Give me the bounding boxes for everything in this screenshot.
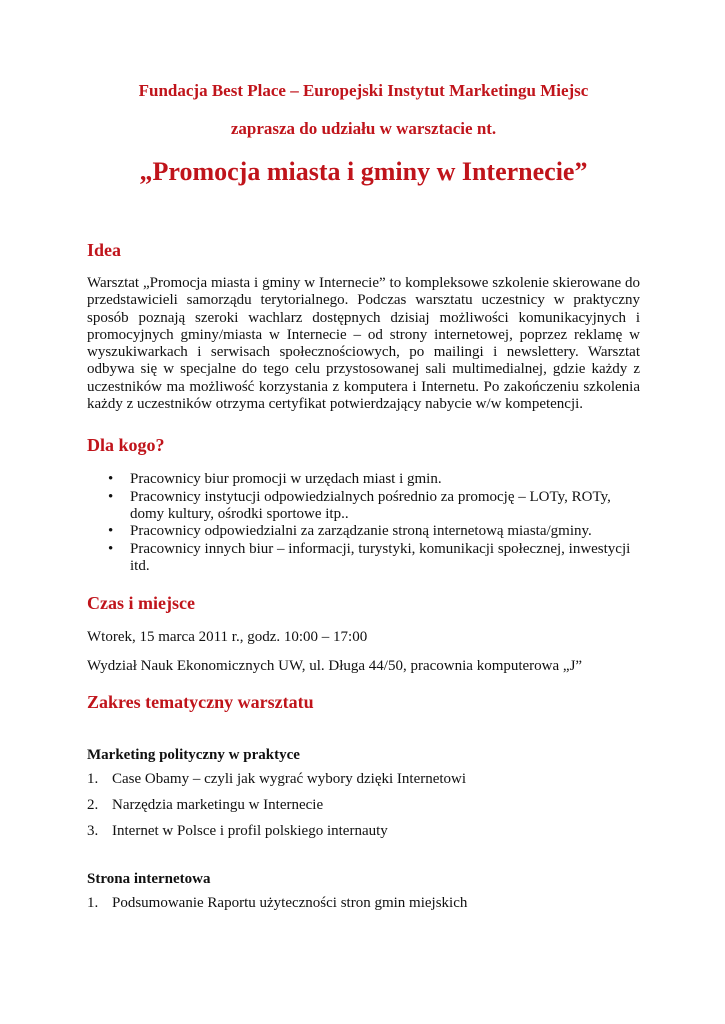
list-item-text: Pracownicy instytucji odpowiedzialnych pośrednio za promocję – LOTy, ROTy, domy kultury, ośrodki sportowe itp..: [130, 488, 611, 522]
list-item: [87, 523, 640, 540]
list-item-text: Pracownicy biur promocji w urzędach miast i gmin.: [130, 471, 442, 488]
list-item-text: Pracownicy innych biur – informacji, turystyki, komunikacji społecznej, inwestycji itd.: [130, 540, 631, 574]
idea-heading: Idea: [87, 240, 122, 260]
list-item-text: Podsumowanie Raportu użyteczności stron gmin miejskich: [112, 894, 468, 911]
organizer-line: Fundacja Best Place – Europejski Instytut Marketingu Miejsc: [138, 81, 589, 100]
item-number: 2.: [87, 796, 99, 813]
scope-heading: Zakres tematyczny warsztatu: [87, 691, 314, 712]
idea-paragraph: Warsztat „Promocja miasta i gminy w Internecie” to kompleksowe szkolenie skierowane do przedstawicieli samorządu terytorialnego. Podczas warsztatu uczestnicy w praktyczny sposób poznają szeroki wachlarz dostępnych dzisiaj możliwości komunikacyjnych i promocyjnych gminy/miasta w Internecie – od strony internetowej, poprzez reklamę w wyszukiwarkach i serwisach społecznościowych, po mailingi i newslettery. Warsztat odbywa się w specjalne do tego celu przystosowanej sali multimedialnej, gdzie każdy z uczestników ma możliwość korzystania z komputera i Internetu. Po zakończeniu szkolenia każdy z uczestników otrzyma certyfikat potwierdzający nabycie w/w kompetencji.: [87, 275, 640, 413]
event-date: Wtorek, 15 marca 2011 r., godz. 10:00 – 17:00: [87, 629, 368, 646]
item-number: 3.: [87, 822, 99, 839]
list-item: [87, 471, 640, 488]
list-item: [87, 796, 640, 814]
bullet-icon: •: [108, 523, 114, 540]
list-item: [87, 822, 640, 840]
workshop-title: „Promocja miasta i gminy w Internecie”: [139, 157, 588, 186]
audience-heading: Dla kogo?: [87, 435, 165, 456]
list-item: [87, 770, 640, 788]
list-item-text: Case Obamy – czyli jak wygrać wybory dzięki Internetowi: [112, 770, 467, 787]
list-item: [87, 541, 640, 576]
item-number: 1.: [87, 894, 99, 911]
invitation-line: zaprasza do udziału w warsztacie nt.: [230, 119, 497, 138]
list-item-text: Pracownicy odpowiedzialni za zarządzanie stroną internetową miasta/gminy.: [130, 523, 592, 540]
scope-section-title: Marketing polityczny w praktyce: [87, 746, 300, 763]
item-number: 1.: [87, 770, 99, 787]
scope-section-title: Strona internetowa: [87, 870, 211, 887]
time-place-heading: Czas i miejsce: [87, 593, 195, 614]
list-item: [87, 489, 640, 524]
audience-list: [87, 471, 640, 575]
list-item-text: Narzędzia marketingu w Internecie: [112, 796, 324, 813]
document-page: [87, 80, 640, 920]
bullet-icon: •: [108, 471, 114, 488]
bullet-icon: •: [108, 540, 114, 557]
scope-list: [87, 894, 640, 912]
event-place: Wydział Nauk Ekonomicznych UW, ul. Długa 44/50, pracownia komputerowa „J”: [87, 658, 583, 675]
list-item-text: Internet w Polsce i profil polskiego internauty: [112, 822, 388, 839]
list-item: [87, 894, 640, 912]
scope-list: [87, 770, 640, 840]
bullet-icon: •: [108, 488, 114, 505]
